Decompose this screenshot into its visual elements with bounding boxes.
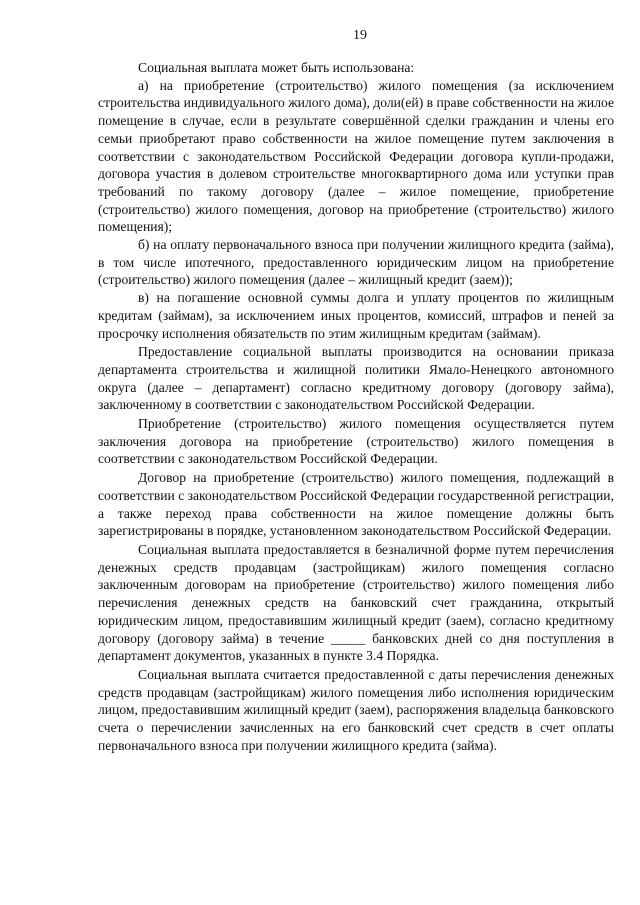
paragraph-item-v: в) на погашение основной суммы долга и уплату процентов по жилищным кредитам (займам), за исключением иных процентов, комиссий, штрафов и пеней за просрочку исполнения обязательств по этим жилищным кредитам (займам). — [98, 290, 614, 341]
paragraph-acquisition: Приобретение (строительство) жилого помещения осуществляется путем заключения договора на приобретение (строительство) жилого помещения в соответствии с законодательством Российской Федерации. — [98, 416, 614, 467]
paragraph-usage-intro: Социальная выплата может быть использована: — [138, 60, 415, 75]
paragraph-payment-date: Социальная выплата считается предоставленной с даты перечисления денежных средств продавцам (застройщикам) жилого помещения либо исполнения юридическим лицом, предоставившим жилищный кредит (заем), распоряжения владельца банковского счета о перечислении зачисленных на его банковский счет средств в счет оплаты первоначального взноса при получении жилищного кредита (займа). — [98, 666, 614, 753]
paragraph-item-b: б) на оплату первоначального взноса при получении жилищного кредита (займа), в том числе ипотечного, предоставленного юридическим лицом на приобретение (строительство) жилого помещения (далее – жилищный кредит (заем)); — [98, 237, 614, 288]
paragraph-payment-basis: Предоставление социальной выплаты производится на основании приказа департамента строительства и жилищной политики Ямало-Ненецкого автономного округа (далее – департамент) согласно кредитному договору (договору займа), заключенному в соответствии с законодательством Российской Федерации. — [98, 344, 614, 413]
document-body — [98, 59, 614, 754]
paragraph-payment-method: Социальная выплата предоставляется в безналичной форме путем перечисления денежных средств продавцам (застройщикам) жилого помещения согласно заключенным договорам на приобретение (строительство) жилого помещения либо перечисления денежных средств на банковский счет гражданина, открытый юридическим лицом, предоставившим жилищный кредит (заем), согласно кредитному договору (договору займа) в течение _____ банковских дней со дня поступления в департамент документов, указанных в пункте 3.4 Порядка. — [98, 541, 614, 664]
paragraph-item-a: а) на приобретение (строительство) жилого помещения (за исключением строительства индивидуального жилого дома), доли(ей) в праве собственности на жилое помещение в случае, если в результате совершённой сделки гражданин и члены его семьи приобретают право собственности на жилое помещение путем заключения в соответствии с законодательством Российской Федерации договора купли-продажи, договора участия в долевом строительстве многоквартирного дома или уступки прав требований по такому договору (далее – жилое помещение, приобретение (строительство) жилого помещения, договор на приобретение (строительство) жилого помещения); — [98, 77, 614, 235]
page-number: 19 — [353, 28, 367, 43]
paragraph-contract-registration: Договор на приобретение (строительство) жилого помещения, подлежащий в соответствии с законодательством Российской Федерации государственной регистрации, а также переход права собственности на жилое помещение должны быть зарегистрированы в порядке, установленном законодательством Российской Федерации. — [98, 470, 614, 539]
